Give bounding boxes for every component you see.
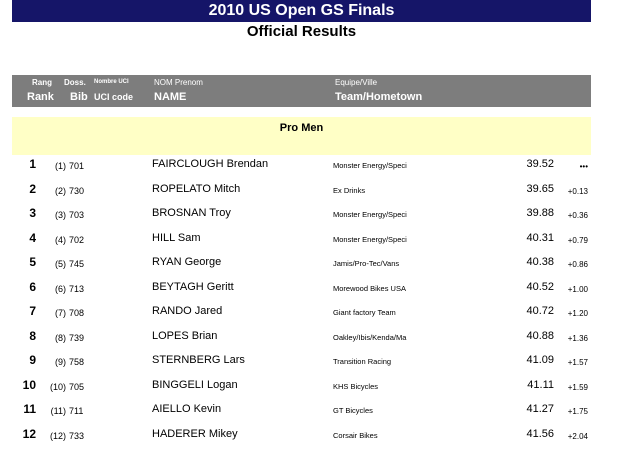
table-row (12, 280, 591, 298)
cell-team: Oakley/Ibis/Kenda/Ma (333, 332, 407, 342)
cell-rank: 3 (29, 206, 36, 220)
cell-bib: 745 (69, 259, 85, 269)
cell-gap: +1.20 (567, 309, 588, 318)
cell-pos: (9) (55, 357, 66, 367)
cell-pos: (3) (55, 210, 66, 220)
cell-pos: (11) (50, 406, 66, 416)
cell-gap: +0.79 (567, 235, 588, 245)
cell-time: 40.38 (526, 256, 554, 268)
cell-bib: 713 (69, 283, 85, 294)
cell-name: HILL Sam (152, 231, 201, 244)
cell-team: Monster Energy/Speci (333, 161, 407, 170)
cell-time: 40.52 (526, 280, 554, 293)
cell-bib: 708 (69, 308, 85, 318)
cell-team: Morewood Bikes USA (333, 283, 406, 293)
cell-gap: +1.00 (567, 284, 588, 294)
cell-rank: 4 (29, 230, 36, 245)
cell-team: Monster Energy/Speci (333, 210, 407, 219)
table-row (12, 182, 591, 200)
cell-bib: 711 (69, 406, 84, 416)
cell-gap: +1.57 (567, 358, 588, 367)
cell-name: STERNBERG Lars (152, 354, 245, 366)
cell-name: ROPELATO Mitch (152, 182, 241, 195)
cell-pos: (1) (55, 161, 66, 171)
cell-gap: +0.36 (567, 211, 588, 220)
cell-time: 41.27 (526, 403, 554, 415)
table-row (12, 304, 591, 322)
cell-rank: 9 (29, 353, 36, 367)
cell-name: BROSNAN Troy (152, 207, 231, 219)
table-row (12, 427, 591, 445)
cell-bib: 733 (69, 430, 85, 441)
cell-time: 40.72 (526, 305, 554, 317)
table-row (12, 402, 591, 420)
header-nom-prenom: NOM Prenom (154, 78, 203, 87)
cell-gap: +1.59 (567, 382, 588, 392)
cell-rank: 5 (29, 255, 36, 269)
cell-pos: (10) (49, 381, 66, 392)
cell-bib: 701 (69, 161, 85, 171)
cell-gap: ••• (579, 162, 588, 171)
cell-team: Jamis/Pro-Tec/Vans (333, 259, 400, 268)
cell-time: 40.31 (526, 231, 554, 244)
header-doss: Doss. (64, 78, 86, 87)
header-equipe-ville: Equipe/Ville (335, 78, 378, 87)
cell-rank: 12 (22, 426, 36, 441)
cell-rank: 10 (22, 377, 36, 392)
cell-pos: (12) (49, 430, 66, 441)
header-uci-code: UCI code (94, 92, 134, 102)
cell-time: 41.56 (526, 427, 554, 440)
category-label: Pro Men (279, 122, 324, 134)
cell-rank: 7 (29, 304, 36, 318)
table-row (12, 329, 591, 347)
cell-team: Corsair Bikes (333, 430, 378, 440)
cell-name: BEYTAGH Geritt (152, 280, 234, 293)
cell-rank: 8 (29, 328, 36, 343)
table-row (12, 231, 591, 249)
header-team: Team/Hometown (335, 91, 423, 103)
table-header (12, 75, 591, 107)
page-subtitle: Official Results (246, 23, 357, 40)
table-row (12, 157, 591, 175)
cell-team: Ex Drinks (333, 185, 366, 195)
table-row (12, 255, 591, 273)
cell-bib: 705 (69, 381, 85, 392)
header-rang: Rang (32, 78, 52, 87)
cell-bib: 702 (69, 234, 85, 245)
cell-name: FAIRCLOUGH Brendan (152, 158, 269, 170)
cell-time: 39.52 (526, 158, 554, 170)
cell-name: BINGGELI Logan (152, 378, 238, 391)
cell-gap: +0.86 (567, 260, 588, 269)
cell-pos: (5) (55, 259, 66, 269)
cell-pos: (7) (55, 308, 66, 318)
header-name: NAME (154, 91, 187, 103)
cell-rank: 6 (29, 279, 36, 294)
cell-name: RYAN George (152, 256, 222, 268)
cell-rank: 1 (29, 157, 36, 171)
cell-bib: 703 (69, 210, 85, 220)
cell-bib: 739 (69, 332, 85, 343)
cell-gap: +0.13 (567, 186, 588, 196)
header-bib: Bib (70, 91, 88, 103)
cell-bib: 758 (69, 357, 85, 367)
table-row (12, 378, 591, 396)
cell-time: 41.11 (527, 378, 554, 391)
cell-rank: 2 (29, 181, 36, 196)
cell-team: Monster Energy/Speci (333, 234, 407, 244)
header-rank: Rank (27, 91, 54, 103)
cell-name: AIELLO Kevin (152, 403, 222, 415)
cell-name: HADERER Mikey (152, 427, 238, 440)
cell-pos: (6) (55, 283, 66, 294)
cell-time: 40.88 (526, 329, 554, 342)
cell-pos: (2) (55, 185, 66, 196)
cell-team: Giant factory Team (333, 308, 396, 317)
page-title: 2010 US Open GS Finals (12, 0, 591, 22)
cell-time: 39.65 (526, 182, 554, 195)
cell-pos: (4) (55, 234, 66, 245)
cell-team: Transition Racing (333, 357, 392, 366)
cell-rank: 11 (23, 402, 36, 416)
cell-gap: +2.04 (567, 431, 588, 441)
cell-name: LOPES Brian (152, 329, 218, 342)
cell-bib: 730 (69, 185, 85, 196)
category-band (12, 117, 591, 155)
cell-team: GT Bicycles (333, 406, 373, 415)
cell-time: 41.09 (526, 354, 554, 366)
cell-name: RANDO Jared (152, 305, 223, 317)
header-nombre-uci: Nombre UCI (94, 79, 129, 85)
table-row (12, 353, 591, 371)
cell-gap: +1.36 (567, 333, 588, 343)
cell-team: KHS Bicycles (333, 381, 379, 391)
cell-time: 39.88 (526, 207, 554, 219)
cell-gap: +1.75 (567, 407, 588, 416)
cell-pos: (8) (55, 332, 66, 343)
table-row (12, 206, 591, 224)
